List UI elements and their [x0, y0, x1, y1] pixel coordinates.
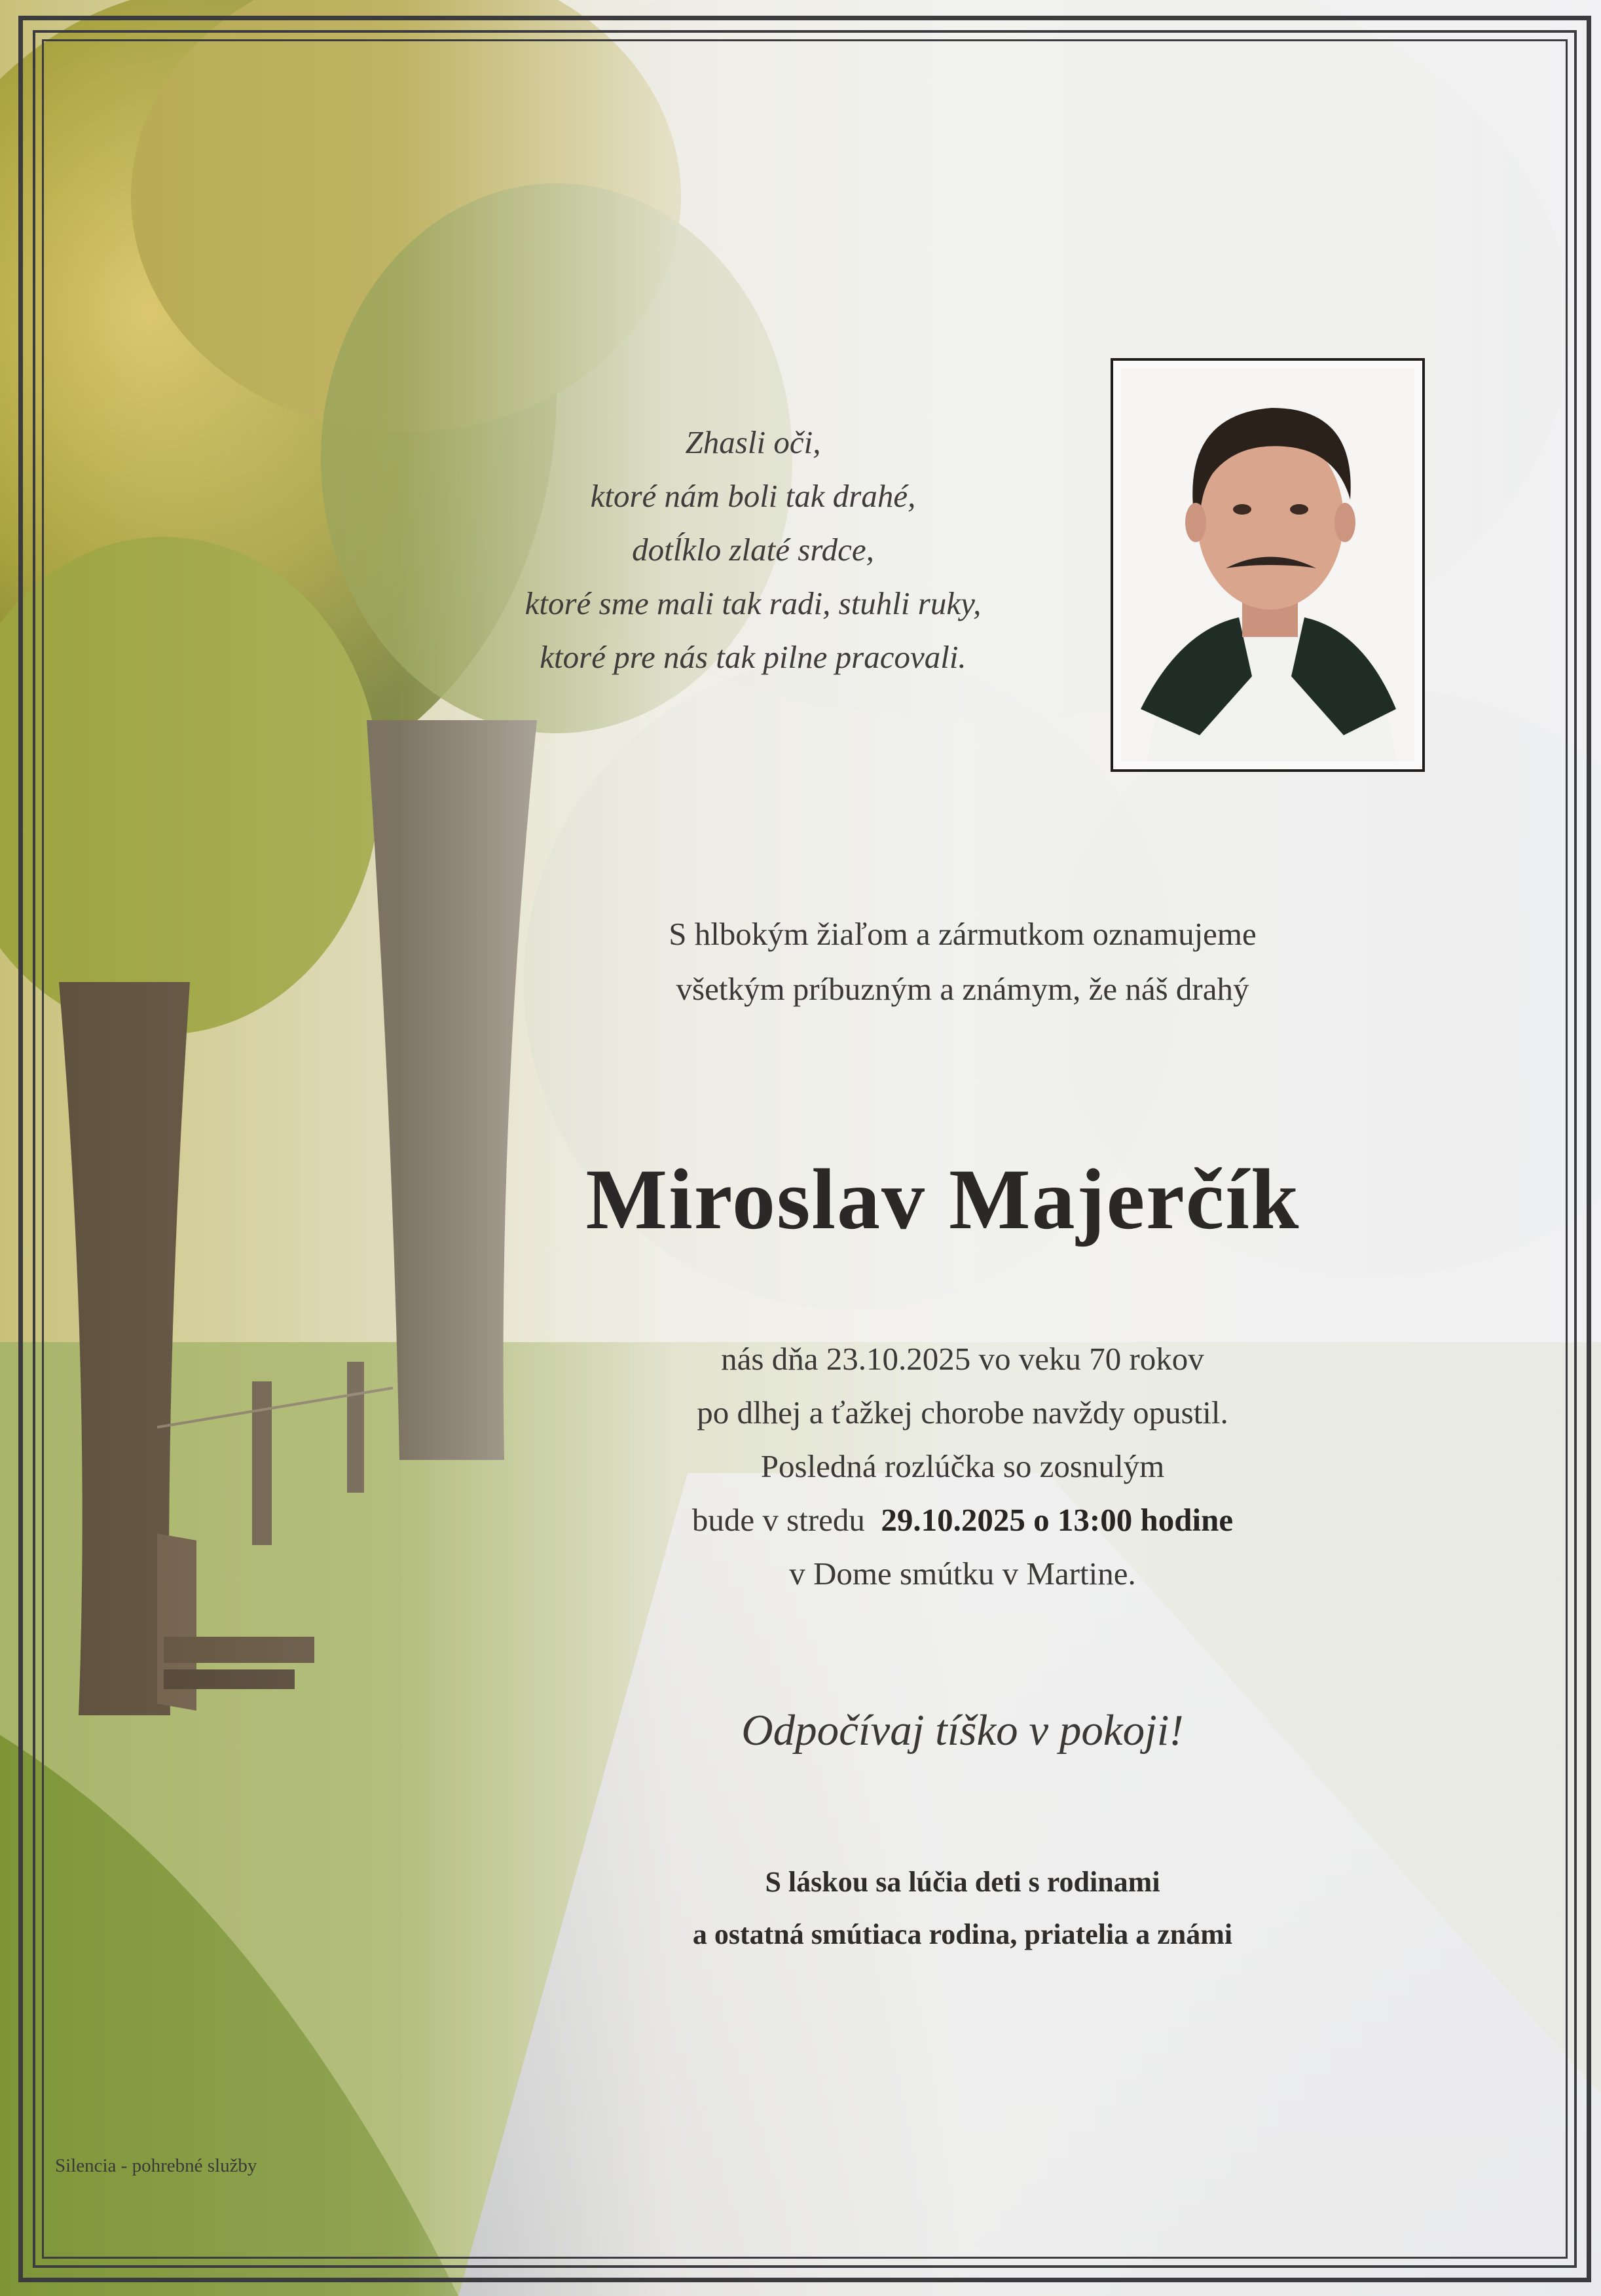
- portrait-icon: [1121, 369, 1414, 761]
- details-line: nás dňa 23.10.2025 vo veku 70 rokov: [721, 1341, 1204, 1377]
- details-line-ceremony: [537, 1493, 1388, 1547]
- signoff-line: a ostatná smútiaca rodina, priatelia a známi: [692, 1918, 1233, 1950]
- announcement-intro: [537, 907, 1388, 1017]
- signoff-line: S láskou sa lúčia deti s rodinami: [765, 1866, 1160, 1898]
- details-line: Posledná rozlúčka so zosnulým: [760, 1448, 1165, 1484]
- ceremony-date-time: 29.10.2025 o 13:00 hodine: [881, 1502, 1234, 1538]
- intro-line: S hlbokým žiaľom a zármutkom oznamujeme: [669, 916, 1257, 952]
- family-signoff: [537, 1856, 1388, 1961]
- farewell-message: Odpočívaj tíško v pokoji!: [741, 1706, 1184, 1755]
- intro-line: všetkým príbuzným a známym, že náš drahý: [676, 971, 1249, 1007]
- memorial-verse: [419, 416, 1087, 684]
- deceased-name: Miroslav Majerčík: [585, 1151, 1300, 1247]
- verse-line: ktoré sme mali tak radi, stuhli ruky,: [524, 585, 982, 621]
- details-line: po dlhej a ťažkej chorobe navždy opustil.: [697, 1394, 1228, 1430]
- funeral-service-credit: Silencia - pohrebné služby: [55, 2155, 257, 2176]
- verse-line: Zhasli oči,: [685, 424, 821, 460]
- funeral-details: [537, 1332, 1388, 1601]
- details-line: v Dome smútku v Martine.: [789, 1556, 1136, 1592]
- portrait-photo: [1111, 358, 1425, 772]
- verse-line: dotĺklo zlaté srdce,: [632, 532, 874, 568]
- verse-line: ktoré nám boli tak drahé,: [590, 478, 916, 514]
- ceremony-prefix: bude v stredu: [691, 1502, 865, 1538]
- verse-line: ktoré pre nás tak pilne pracovali.: [540, 639, 966, 675]
